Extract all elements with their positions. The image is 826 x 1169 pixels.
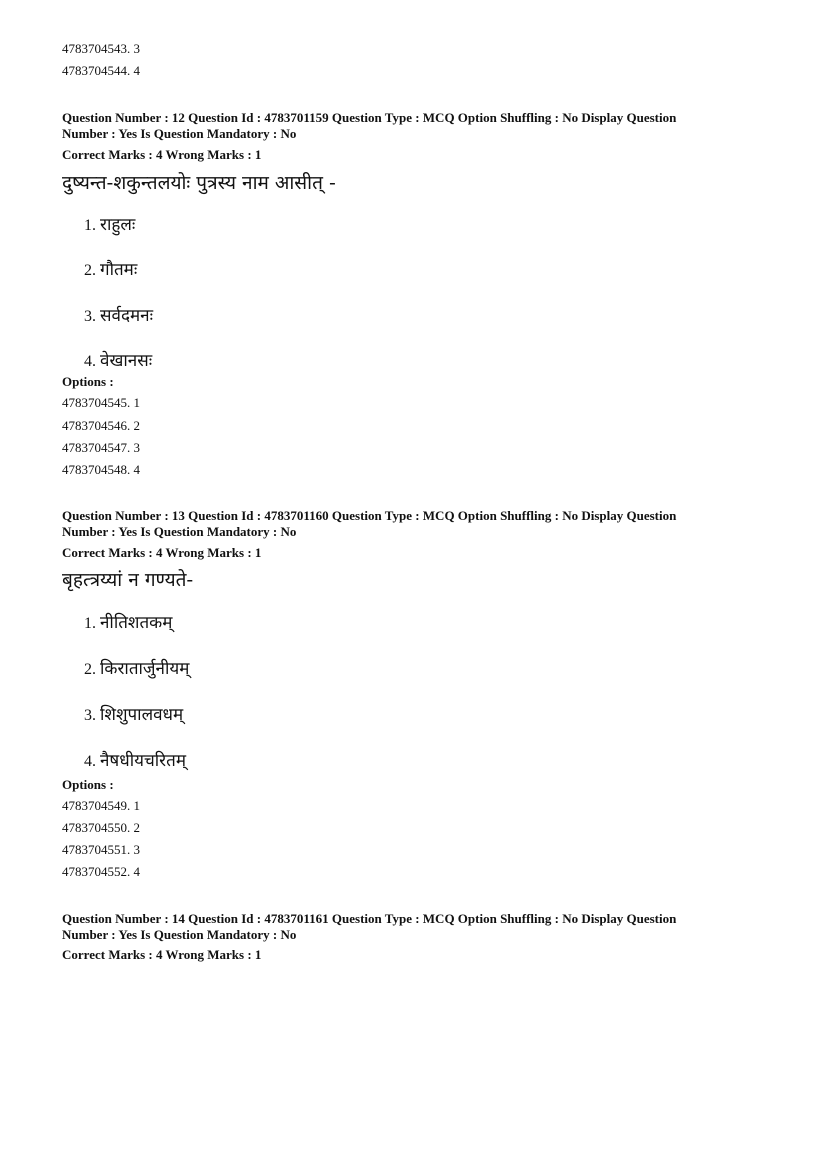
choice-number: 4.	[84, 753, 96, 770]
question-header-line: Question Number : 12 Question Id : 4783701159 Question Type : MCQ Option Shuffling : No Display Question	[62, 110, 677, 125]
choice-number: 4.	[84, 353, 96, 370]
option-id-line: 4783704552. 4	[62, 864, 140, 879]
choice-text: नीतिशतकम्	[100, 613, 173, 633]
option-id-line: 4783704544. 4	[62, 63, 140, 78]
question-text: बृहत्त्रय्यां न गण्यते-	[62, 569, 194, 591]
option-id-line: 4783704548. 4	[62, 462, 140, 477]
choice-text: शिशुपालवधम्	[100, 705, 184, 725]
choice-text: किरातार्जुनीयम्	[100, 659, 190, 679]
question-header-line: Number : Yes Is Question Mandatory : No	[62, 927, 297, 942]
question-header-line: Question Number : 14 Question Id : 4783701161 Question Type : MCQ Option Shuffling : No Display Question	[62, 911, 677, 926]
question-header	[62, 911, 772, 943]
choice-item	[84, 704, 183, 727]
choice-item	[84, 305, 153, 328]
choice-number: 3.	[84, 308, 96, 325]
choice-item	[84, 750, 186, 773]
option-id-line: 4783704551. 3	[62, 842, 140, 857]
choice-item	[84, 658, 189, 681]
choice-text: वेखानसः	[100, 351, 153, 371]
option-id-line: 4783704549. 1	[62, 798, 140, 813]
question-header-line: Question Number : 13 Question Id : 4783701160 Question Type : MCQ Option Shuffling : No Display Question	[62, 508, 677, 523]
options-label: Options :	[62, 777, 114, 792]
choice-number: 1.	[84, 615, 96, 632]
choice-item	[84, 350, 152, 373]
choice-item	[84, 612, 172, 635]
choice-text: नैषधीयचरितम्	[100, 751, 186, 771]
choice-number: 3.	[84, 707, 96, 724]
question-header	[62, 508, 772, 540]
choice-item	[84, 214, 135, 237]
option-id-line: 4783704546. 2	[62, 418, 140, 433]
option-id-line: 4783704543. 3	[62, 41, 140, 56]
option-id-line: 4783704545. 1	[62, 395, 140, 410]
question-marks: Correct Marks : 4 Wrong Marks : 1	[62, 545, 262, 560]
question-header-line: Number : Yes Is Question Mandatory : No	[62, 126, 297, 141]
option-id-line: 4783704550. 2	[62, 820, 140, 835]
options-label: Options :	[62, 374, 114, 389]
question-marks: Correct Marks : 4 Wrong Marks : 1	[62, 147, 262, 162]
choice-text: सर्वदमनः	[100, 306, 154, 326]
choice-number: 1.	[84, 217, 96, 234]
question-header	[62, 110, 772, 142]
choice-item	[84, 259, 137, 282]
choice-text: गौतमः	[100, 260, 138, 280]
question-header-line: Number : Yes Is Question Mandatory : No	[62, 524, 297, 539]
question-text: दुष्यन्त-शकुन्तलयोः पुत्रस्य नाम आसीत् -	[62, 172, 336, 194]
choice-text: राहुलः	[100, 215, 136, 235]
choice-number: 2.	[84, 661, 96, 678]
question-marks: Correct Marks : 4 Wrong Marks : 1	[62, 947, 262, 962]
choice-number: 2.	[84, 262, 96, 279]
option-id-line: 4783704547. 3	[62, 440, 140, 455]
